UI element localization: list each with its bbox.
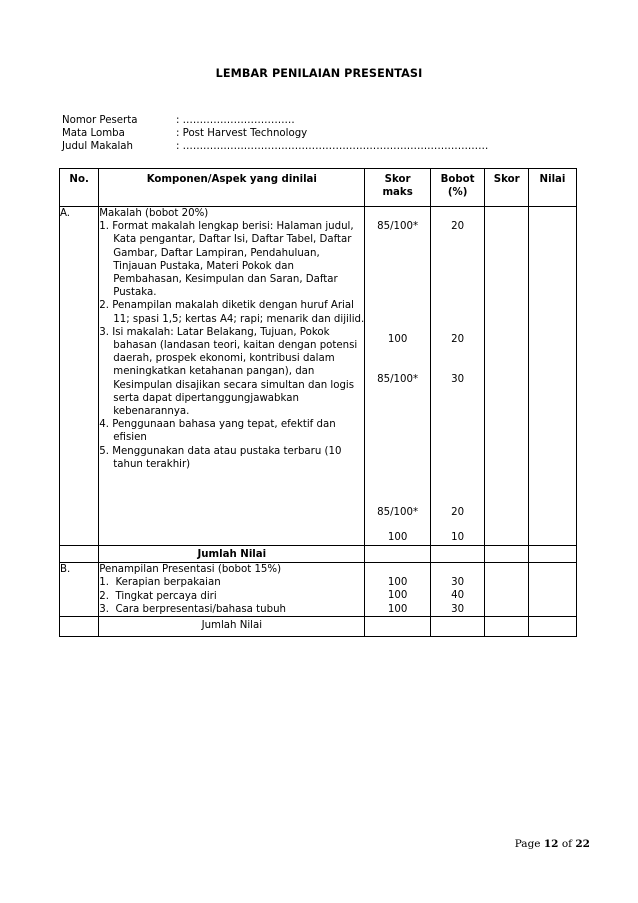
header-score: Skor [485, 169, 529, 207]
weight: 30 [451, 603, 465, 615]
header-max-line2: maks [382, 187, 413, 199]
max-score-cell [365, 207, 430, 546]
max-score: 100 [387, 603, 408, 615]
list-item: 1. Kerapian berpakaian [99, 577, 221, 589]
total-row [60, 617, 577, 637]
page-number [470, 838, 590, 850]
header-max-score [365, 169, 430, 207]
max-score: 100 [387, 334, 408, 345]
weight: 20 [451, 507, 465, 518]
total-row [60, 546, 577, 563]
weight: 30 [451, 374, 465, 385]
total-label: Jumlah Nilai [99, 617, 365, 637]
header-component: Komponen/Aspek yang dinilai [99, 169, 365, 207]
section-number: B. [60, 563, 99, 617]
value-cell [528, 563, 576, 617]
section-a-components [99, 207, 365, 546]
page-of: of [558, 838, 576, 850]
field-value: : …………………………… [176, 115, 295, 126]
page-prefix: Page [514, 838, 544, 850]
section-heading: Penampilan Presentasi (bobot 15%) [99, 564, 282, 576]
field-label: Mata Lomba [62, 128, 125, 139]
header-max-line1: Skor [384, 174, 411, 185]
table-row [60, 207, 577, 546]
section-b-components [99, 563, 365, 617]
header-no: No. [60, 169, 99, 207]
list-item: 2. Penampilan makalah diketik dengan huruf Arial 11; spasi 1,5; kertas A4; rapi; menarik dan dijilid. [99, 300, 365, 325]
list-item: 5. Menggunakan data atau pustaka terbaru (10 tahun terakhir) [99, 445, 342, 470]
max-score: 85/100* [377, 507, 419, 518]
field-value: : ……………………………………………………………………………… [176, 141, 489, 152]
list-item: 2. Tingkat percaya diri [99, 590, 217, 602]
weight: 20 [451, 334, 465, 345]
weight: 10 [451, 532, 465, 543]
total-label: Jumlah Nilai [99, 546, 365, 563]
list-item: 3. Cara berpresentasi/bahasa tubuh [99, 603, 286, 615]
criteria-list [99, 220, 364, 471]
weight-cell [430, 207, 485, 546]
weight-cell [430, 563, 485, 617]
max-score-cell [365, 563, 430, 617]
max-score: 85/100* [377, 374, 419, 385]
section-number: A. [60, 207, 99, 546]
header-weight-line1: Bobot [440, 174, 475, 185]
total-pages: 22 [575, 838, 590, 850]
assessment-table [59, 168, 577, 637]
value-cell [528, 207, 576, 546]
document-title: LEMBAR PENILAIAN PRESENTASI [215, 67, 423, 80]
header-weight [430, 169, 485, 207]
list-item: 4. Penggunaan bahasa yang tepat, efektif dan efisien [99, 419, 336, 444]
section-heading: Makalah (bobot 20%) [99, 208, 209, 219]
max-score: 100 [387, 532, 408, 543]
score-cell [485, 563, 529, 617]
field-label: Nomor Peserta [62, 115, 138, 126]
max-score: 100 [387, 577, 408, 589]
weight: 30 [451, 577, 465, 589]
weight: 20 [451, 221, 465, 232]
weight: 40 [451, 590, 465, 602]
header-weight-line2: (%) [447, 187, 468, 199]
current-page: 12 [543, 838, 559, 850]
field-label: Judul Makalah [62, 141, 133, 152]
score-cell [485, 207, 529, 546]
field-value: : Post Harvest Technology [176, 128, 308, 139]
max-score: 85/100* [377, 221, 419, 232]
max-score: 100 [387, 590, 408, 602]
table-header-row [60, 169, 577, 207]
header-value: Nilai [528, 169, 576, 207]
list-item: 3. Isi makalah: Latar Belakang, Tujuan, Pokok bahasan (landasan teori, kaitan dengan potensi daerah, prospek ekonomi, kontribusi dalam meningkatkan ketahanan pangan), dan Kesimpulan disajikan secara simultan dan logis serta dapat dipertanggungjawabkan kebenarannya. [99, 326, 358, 418]
table-row [60, 563, 577, 617]
list-item: 1. Format makalah lengkap berisi: Halaman judul, Kata pengantar, Daftar Isi, Daftar Tabel, Daftar Gambar, Daftar Lampiran, Pendahuluan, Tinjauan Pustaka, Materi Pokok dan Pembahasan, Kesimpulan dan Saran, Daftar Pustaka. [99, 221, 354, 299]
